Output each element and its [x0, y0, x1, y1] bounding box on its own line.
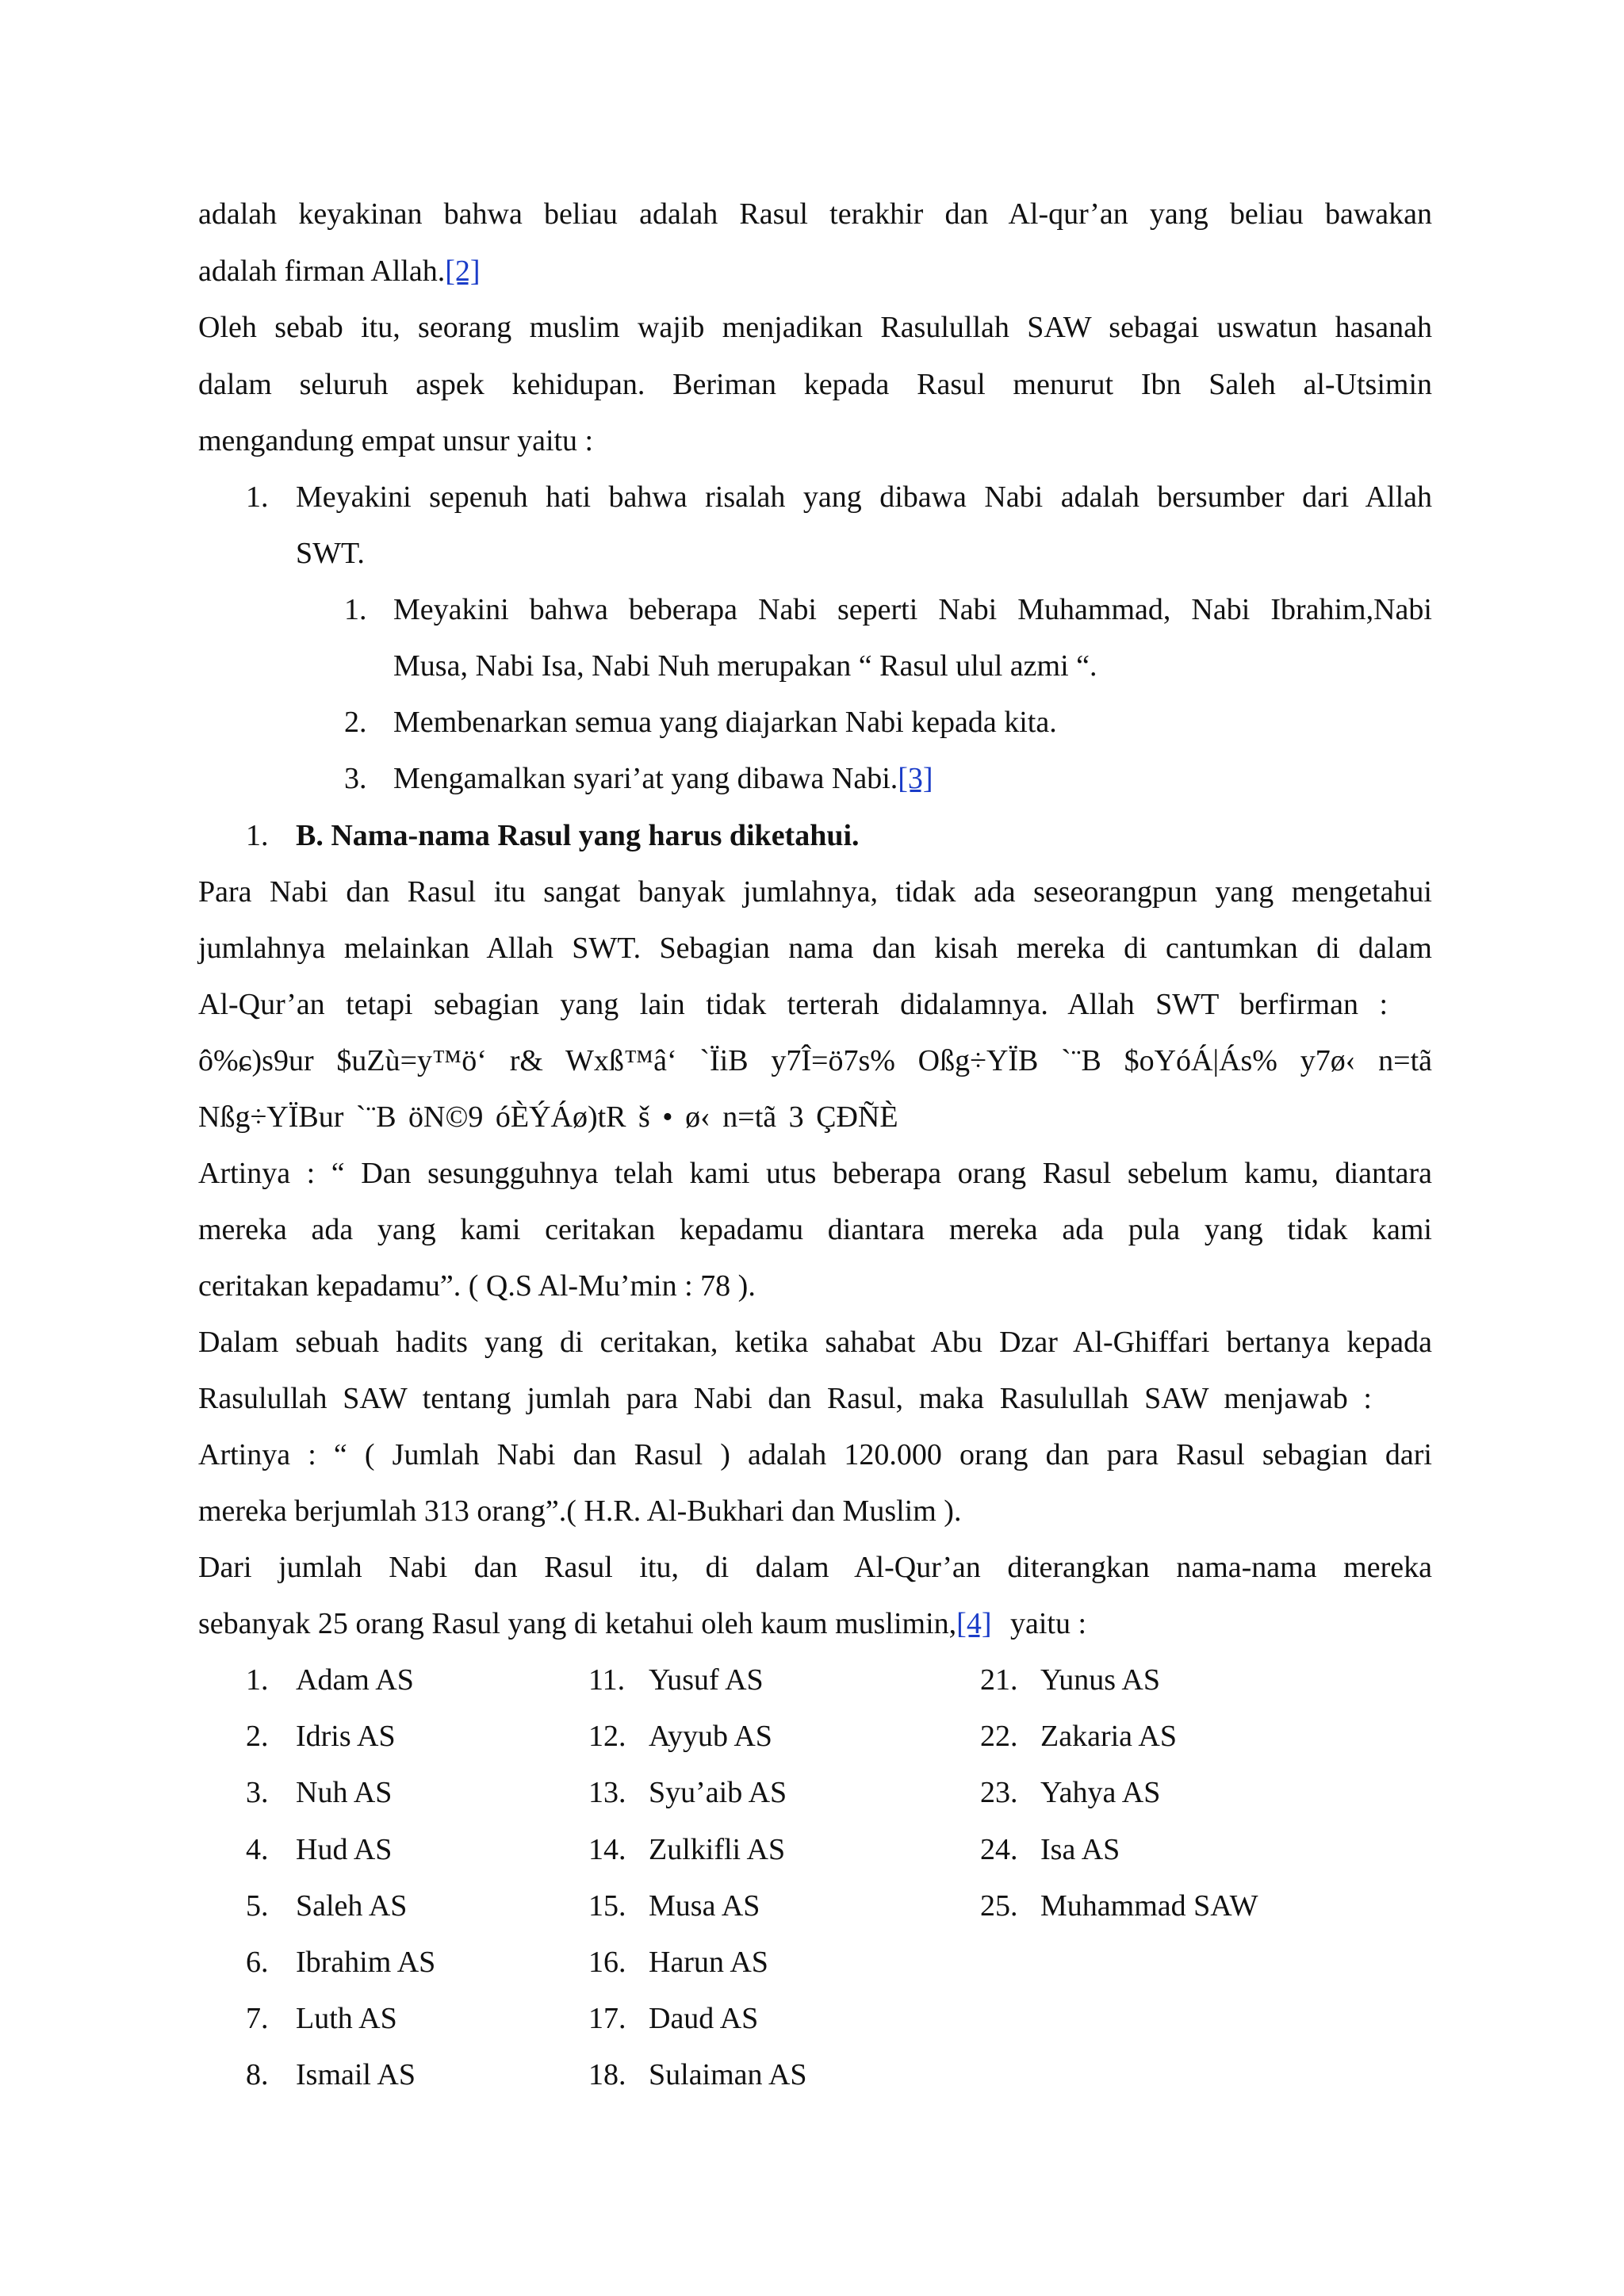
rasul-name: Yunus AS [1040, 1663, 1160, 1697]
sublist-number: 3. [344, 762, 367, 795]
rasul-number: 16. [588, 1946, 626, 1979]
rasul-name: Yusuf AS [649, 1663, 764, 1697]
rasul-name: Saleh AS [296, 1889, 408, 1923]
list-item-line-1: Meyakini sepenuh hati bahwa risalah yang dibawa Nabi adalah bersumber dari Allah [296, 480, 1432, 514]
rasul-number: 8. [246, 2058, 269, 2091]
rasul-number: 15. [588, 1889, 626, 1923]
rasul-name: Harun AS [649, 1946, 768, 1979]
rasul-name: Nuh AS [296, 1776, 393, 1809]
list-item-line-2: SWT. [296, 537, 365, 570]
rasul-number: 5. [246, 1889, 269, 1923]
garbled-verse-line-2: Nßg÷YÏBur `¨B öN©9 óÈÝÁø)tR š • ø‹ n=tã 3 ÇĐÑÈ [198, 1100, 898, 1134]
rasul-number: 18. [588, 2058, 626, 2091]
para2-line-2: jumlahnya melainkan Allah SWT. Sebagian nama dan kisah mereka di cantumkan di dalam [198, 932, 1432, 965]
intro-line-2 [198, 252, 481, 290]
intro-line-2-text: adalah firman Allah. [198, 254, 446, 288]
sublist-item-1-line-1: Meyakini bahwa beberapa Nabi seperti Nabi Muhammad, Nabi Ibrahim,Nabi [393, 593, 1432, 626]
rasul-name: Zulkifli AS [649, 1833, 786, 1866]
para3-line-3: ceritakan kepadamu”. ( Q.S Al-Mu’min : 78 ). [198, 1269, 756, 1303]
para1-line-3: mengandung empat unsur yaitu : [198, 424, 594, 457]
rasul-number: 22. [980, 1720, 1018, 1753]
rasul-name: Ayyub AS [649, 1720, 772, 1753]
para1-line-1: Oleh sebab itu, seorang muslim wajib menjadikan Rasulullah SAW sebagai uswatun hasanah [198, 311, 1432, 344]
list-number: 1. [246, 480, 269, 514]
rasul-number: 1. [246, 1663, 269, 1697]
rasul-name: Zakaria AS [1040, 1720, 1178, 1753]
para4-line-1: Dalam sebuah hadits yang di ceritakan, ketika sahabat Abu Dzar Al-Ghiffari bertanya kepada [198, 1326, 1432, 1359]
rasul-name: Adam AS [296, 1663, 414, 1697]
rasul-number: 6. [246, 1946, 269, 1979]
para6-line-2-tail: yaitu : [1009, 1607, 1087, 1640]
sublist-item-1-line-2: Musa, Nabi Isa, Nabi Nuh merupakan “ Rasul ulul azmi “. [393, 649, 1097, 683]
intro-line-1: adalah keyakinan bahwa beliau adalah Rasul terakhir dan Al-qur’an yang beliau bawakan [198, 197, 1432, 231]
sublist-item-2: Membenarkan semua yang diajarkan Nabi kepada kita. [393, 706, 1057, 739]
rasul-number: 21. [980, 1663, 1018, 1697]
para6-line-2 [198, 1605, 1086, 1643]
para3-line-2: mereka ada yang kami ceritakan kepadamu diantara mereka ada pula yang tidak kami [198, 1213, 1432, 1246]
sublist-number: 1. [344, 593, 367, 626]
rasul-name: Luth AS [296, 2002, 397, 2035]
rasul-name: Daud AS [649, 2002, 759, 2035]
rasul-name: Sulaiman AS [649, 2058, 807, 2091]
rasul-number: 14. [588, 1833, 626, 1866]
para1-line-2: dalam seluruh aspek kehidupan. Beriman kepada Rasul menurut Ibn Saleh al-Utsimin [198, 368, 1432, 401]
rasul-number: 7. [246, 2002, 269, 2035]
rasul-name: Idris AS [296, 1720, 396, 1753]
para2-line-1: Para Nabi dan Rasul itu sangat banyak jumlahnya, tidak ada seseorangpun yang mengetahui [198, 875, 1432, 909]
rasul-number: 4. [246, 1833, 269, 1866]
rasul-number: 11. [588, 1663, 626, 1697]
sublist-item-3 [393, 760, 933, 798]
section-heading: B. Nama-nama Rasul yang harus diketahui. [296, 819, 860, 852]
para2-line-3: Al-Qur’an tetapi sebagian yang lain tidak terterah didalamnya. Allah SWT berfirman : [198, 988, 1388, 1021]
rasul-name: Yahya AS [1040, 1776, 1161, 1809]
sublist-number: 2. [344, 706, 367, 739]
rasul-number: 2. [246, 1720, 269, 1753]
rasul-number: 3. [246, 1776, 269, 1809]
para3-line-1: Artinya : “ Dan sesungguhnya telah kami utus beberapa orang Rasul sebelum kamu, diantara [198, 1157, 1432, 1190]
heading-number: 1. [246, 819, 269, 852]
rasul-name: Muhammad SAW [1040, 1889, 1258, 1923]
para6-line-2-text: sebanyak 25 orang Rasul yang di ketahui oleh kaum muslimin, [198, 1607, 957, 1640]
rasul-name: Syu’aib AS [649, 1776, 787, 1809]
para5-line-2: mereka berjumlah 313 orang”.( H.R. Al-Bukhari dan Muslim ). [198, 1494, 962, 1528]
rasul-name: Hud AS [296, 1833, 393, 1866]
rasul-number: 23. [980, 1776, 1018, 1809]
para6-line-1: Dari jumlah Nabi dan Rasul itu, di dalam Al-Qur’an diterangkan nama-nama mereka [198, 1551, 1432, 1584]
para5-line-1: Artinya : “ ( Jumlah Nabi dan Rasul ) adalah 120.000 orang dan para Rasul sebagian dari [198, 1438, 1432, 1471]
rasul-number: 13. [588, 1776, 626, 1809]
footnote-link-3[interactable]: [3] [898, 762, 933, 795]
rasul-number: 17. [588, 2002, 626, 2035]
footnote-link-4[interactable]: [4] [956, 1607, 992, 1640]
sublist-item-3-text: Mengamalkan syari’at yang dibawa Nabi. [393, 762, 898, 795]
garbled-verse-line-1: ô%ɕ)s9ur $uZù=y™ö‘ r& Wxß™â‘ `ÏiB y7Î=ö7s% Oßg÷YÏB `¨B $oYóÁ|Ás% y7ø‹ n=tã [198, 1044, 1432, 1077]
rasul-name: Musa AS [649, 1889, 760, 1923]
rasul-number: 12. [588, 1720, 626, 1753]
rasul-name: Ibrahim AS [296, 1946, 436, 1979]
footnote-link-2[interactable]: [2] [445, 254, 481, 288]
rasul-number: 24. [980, 1833, 1018, 1866]
rasul-name: Ismail AS [296, 2058, 416, 2091]
rasul-name: Isa AS [1040, 1833, 1120, 1866]
rasul-number: 25. [980, 1889, 1018, 1923]
para4-line-2: Rasulullah SAW tentang jumlah para Nabi dan Rasul, maka Rasulullah SAW menjawab : [198, 1382, 1372, 1415]
